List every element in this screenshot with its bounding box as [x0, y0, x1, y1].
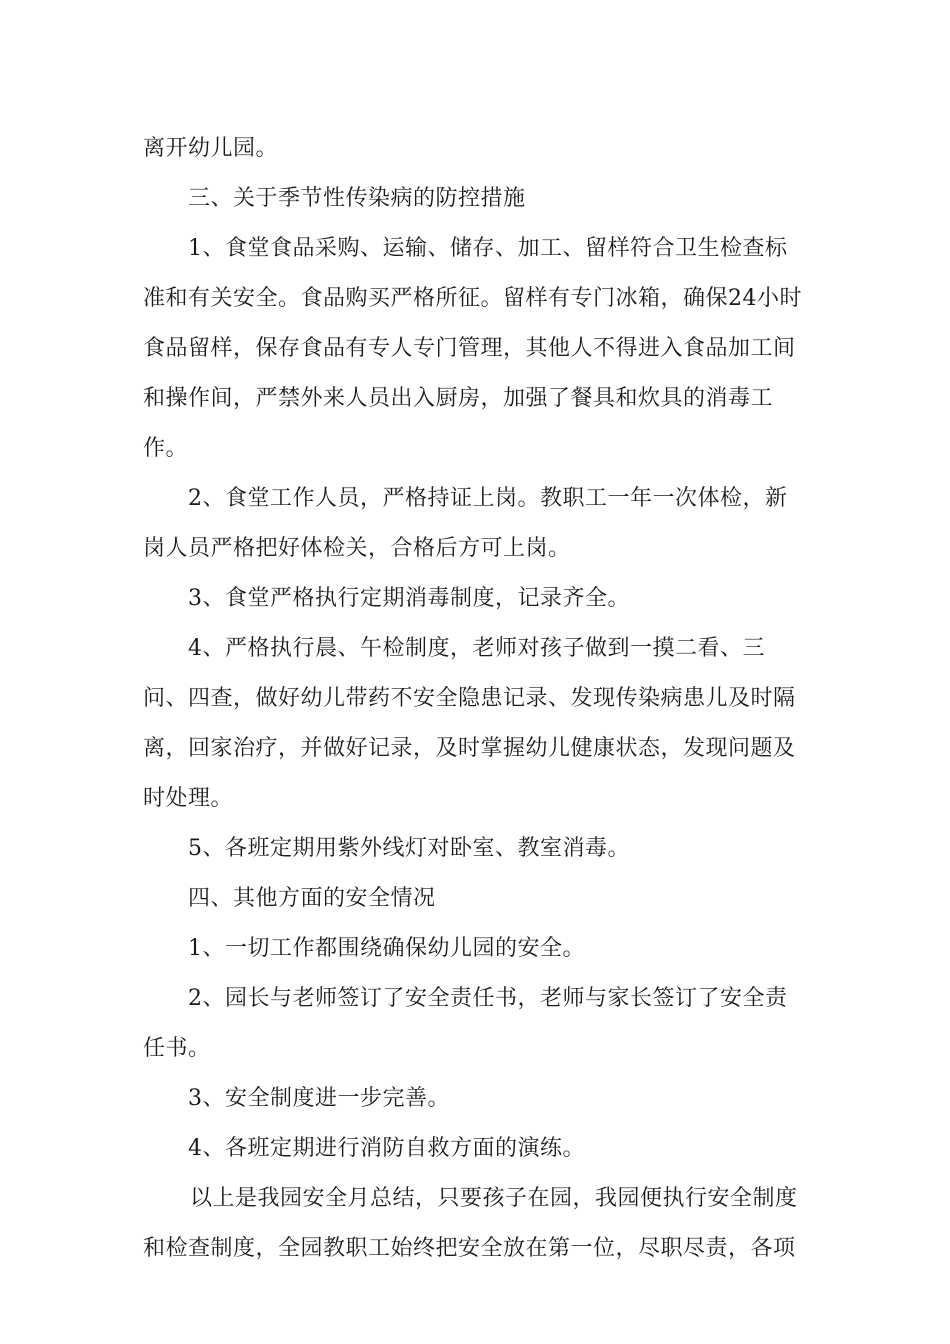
paragraph-continuation: 离开幼儿园。 — [143, 136, 279, 161]
document-body — [143, 124, 809, 1274]
paragraph-summary: 以上是我园安全月总结，只要孩子在园，我园便执行安全制度和检查制度，全园教职工始终把安全放在第一位，尽职尽责，各项 — [143, 1186, 798, 1261]
section-heading-4: 四、其他方面的安全情况 — [188, 886, 436, 911]
paragraph-item-4-3: 3、安全制度进一步完善。 — [188, 1086, 450, 1111]
paragraph-item-3-4: 4、严格执行晨、午检制度，老师对孩子做到一摸二看、三问、四查，做好幼儿带药不安全隐患记录、发现传染病患儿及时隔离，回家治疗，并做好记录，及时掌握幼儿健康状态，发现问题及时处理。 — [143, 636, 796, 811]
paragraph-item-3-3: 3、食堂严格执行定期消毒制度，记录齐全。 — [188, 586, 630, 611]
paragraph-item-4-4: 4、各班定期进行消防自救方面的演练。 — [188, 1136, 585, 1161]
paragraph-item-4-1: 1、一切工作都围绕确保幼儿园的安全。 — [188, 936, 585, 961]
section-heading-3: 三、关于季节性传染病的防控措施 — [188, 186, 526, 211]
paragraph-item-4-2: 2、园长与老师签订了安全责任书，老师与家长签订了安全责任书。 — [143, 986, 788, 1061]
paragraph-item-3-5: 5、各班定期用紫外线灯对卧室、教室消毒。 — [188, 836, 630, 861]
paragraph-item-3-1: 1、食堂食品采购、运输、储存、加工、留样符合卫生检查标准和有关安全。食品购买严格所征。留样有专门冰箱，确保24小时食品留样，保存食品有专人专门管理，其他人不得进入食品加工间和操作间，严禁外来人员出入厨房，加强了餐具和炊具的消毒工作。 — [143, 236, 802, 461]
paragraph-item-3-2: 2、食堂工作人员，严格持证上岗。教职工一年一次体检，新岗人员严格把好体检关，合格后方可上岗。 — [143, 486, 788, 561]
